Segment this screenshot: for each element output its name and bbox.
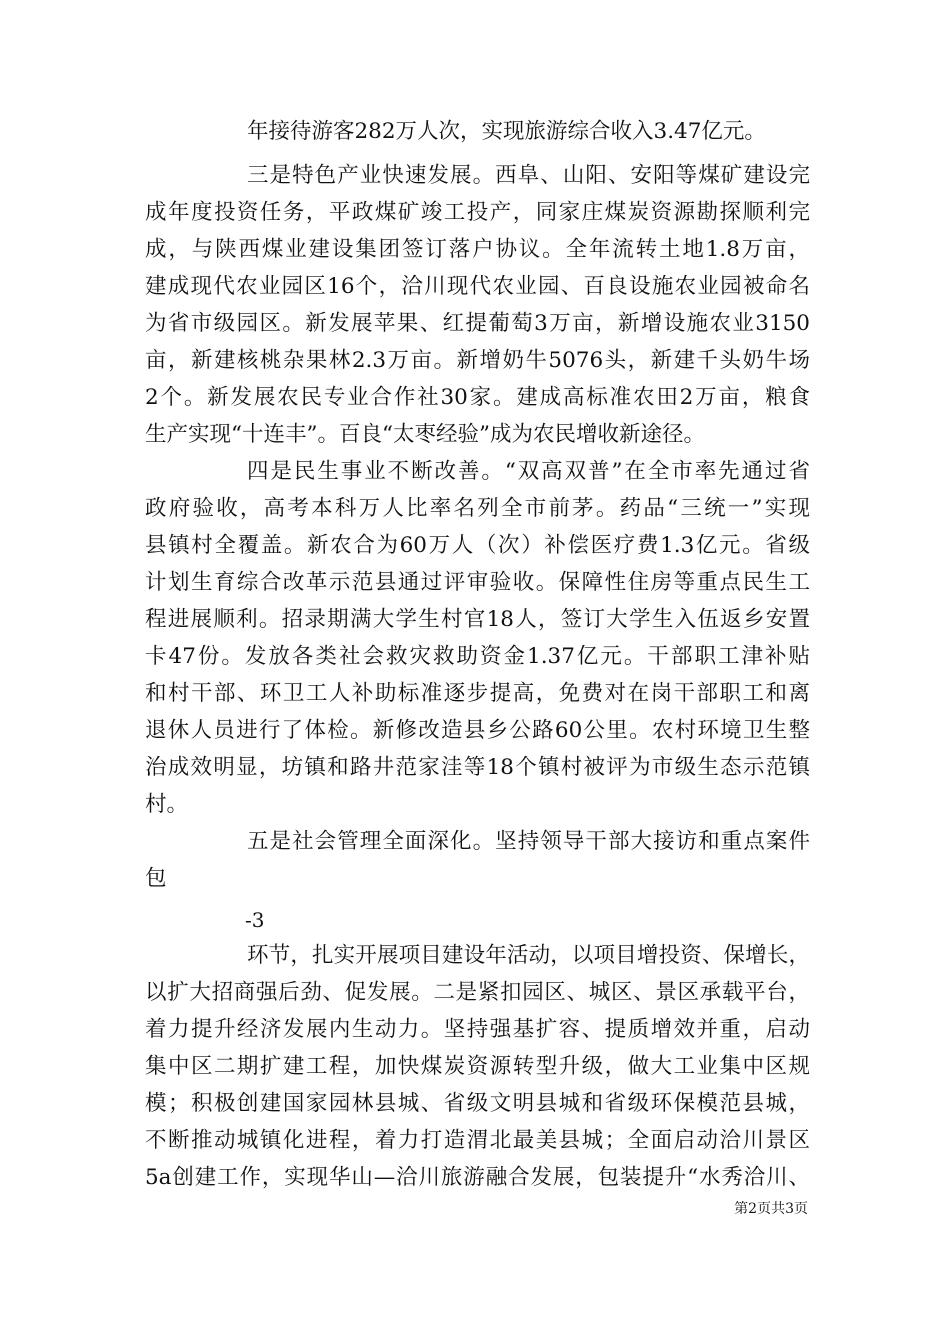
text-line: 治成效明显，坊镇和路井范家洼等18个镇村被评为市级生态示范镇	[145, 755, 810, 780]
text-line: 村。	[145, 792, 189, 817]
text-line: 集中区二期扩建工程，加快煤炭资源转型升级，做大工业集中区规	[145, 1054, 810, 1079]
text-line: 模；积极创建国家园林县城、省级文明县城和省级环保模范县城，	[145, 1091, 810, 1116]
text-line: 不断推动城镇化进程，着力打造渭北最美县城；全面启动洽川景区	[145, 1128, 810, 1153]
text-line: 县镇村全覆盖。新农合为60万人（次）补偿医疗费1.3亿元。省级	[145, 533, 810, 558]
text-line: 卡47份。发放各类社会救灾救助资金1.37亿元。干部职工津补贴	[145, 644, 810, 669]
text-line: 年接待游客282万人次，实现旅游综合收入3.47亿元。	[247, 119, 766, 144]
text-line: 亩，新建核桃杂果林2.3万亩。新增奶牛5076头，新建千头奶牛场	[145, 348, 810, 373]
text-line: 着力提升经济发展内生动力。坚持强基扩容、提质增效并重，启动	[145, 1017, 810, 1042]
text-line: 成，与陕西煤业建设集团签订落户协议。全年流转土地1.8万亩，	[145, 237, 810, 262]
page-footer: 第2页共3页	[734, 1201, 808, 1217]
text-line: 五是社会管理全面深化。坚持领导干部大接访和重点案件	[247, 829, 810, 854]
inline-page-number: -3	[245, 908, 265, 932]
text-line: 计划生育综合改革示范县通过评审验收。保障性住房等重点民生工	[145, 570, 810, 595]
text-line: 以扩大招商强后劲、促发展。二是紧扣园区、城区、景区承载平台，	[145, 980, 810, 1005]
text-line: 政府验收，高考本科万人比率名列全市前茅。药品“三统一”实现	[145, 496, 810, 521]
text-line: 程进展顺利。招录期满大学生村官18人，签订大学生入伍返乡安置	[145, 607, 810, 632]
text-line: 包	[145, 866, 167, 891]
text-line: 成年度投资任务，平政煤矿竣工投产，同家庄煤炭资源勘探顺利完	[145, 200, 810, 225]
text-line: 三是特色产业快速发展。西阜、山阳、安阳等煤矿建设完	[247, 163, 810, 188]
text-line: 生产实现“十连丰”。百良“太枣经验”成为农民增收新途径。	[145, 422, 705, 447]
text-line: 环节，扎实开展项目建设年活动，以项目增投资、保增长，	[247, 943, 810, 968]
text-line: 为省市级园区。新发展苹果、红提葡萄3万亩，新增设施农业3150	[145, 311, 810, 336]
text-line: 和村干部、环卫工人补助标准逐步提高，免费对在岗干部职工和离	[145, 681, 810, 706]
text-line: 建成现代农业园区16个，洽川现代农业园、百良设施农业园被命名	[145, 274, 810, 299]
text-line: 5a创建工作，实现华山—洽川旅游融合发展，包装提升“水秀洽川、	[145, 1165, 810, 1190]
text-line: 退休人员进行了体检。新修改造县乡公路60公里。农村环境卫生整	[145, 718, 810, 743]
text-line: 2个。新发展农民专业合作社30家。建成高标准农田2万亩，粮食	[145, 385, 810, 410]
text-line: 四是民生事业不断改善。“双高双普”在全市率先通过省	[247, 459, 810, 484]
